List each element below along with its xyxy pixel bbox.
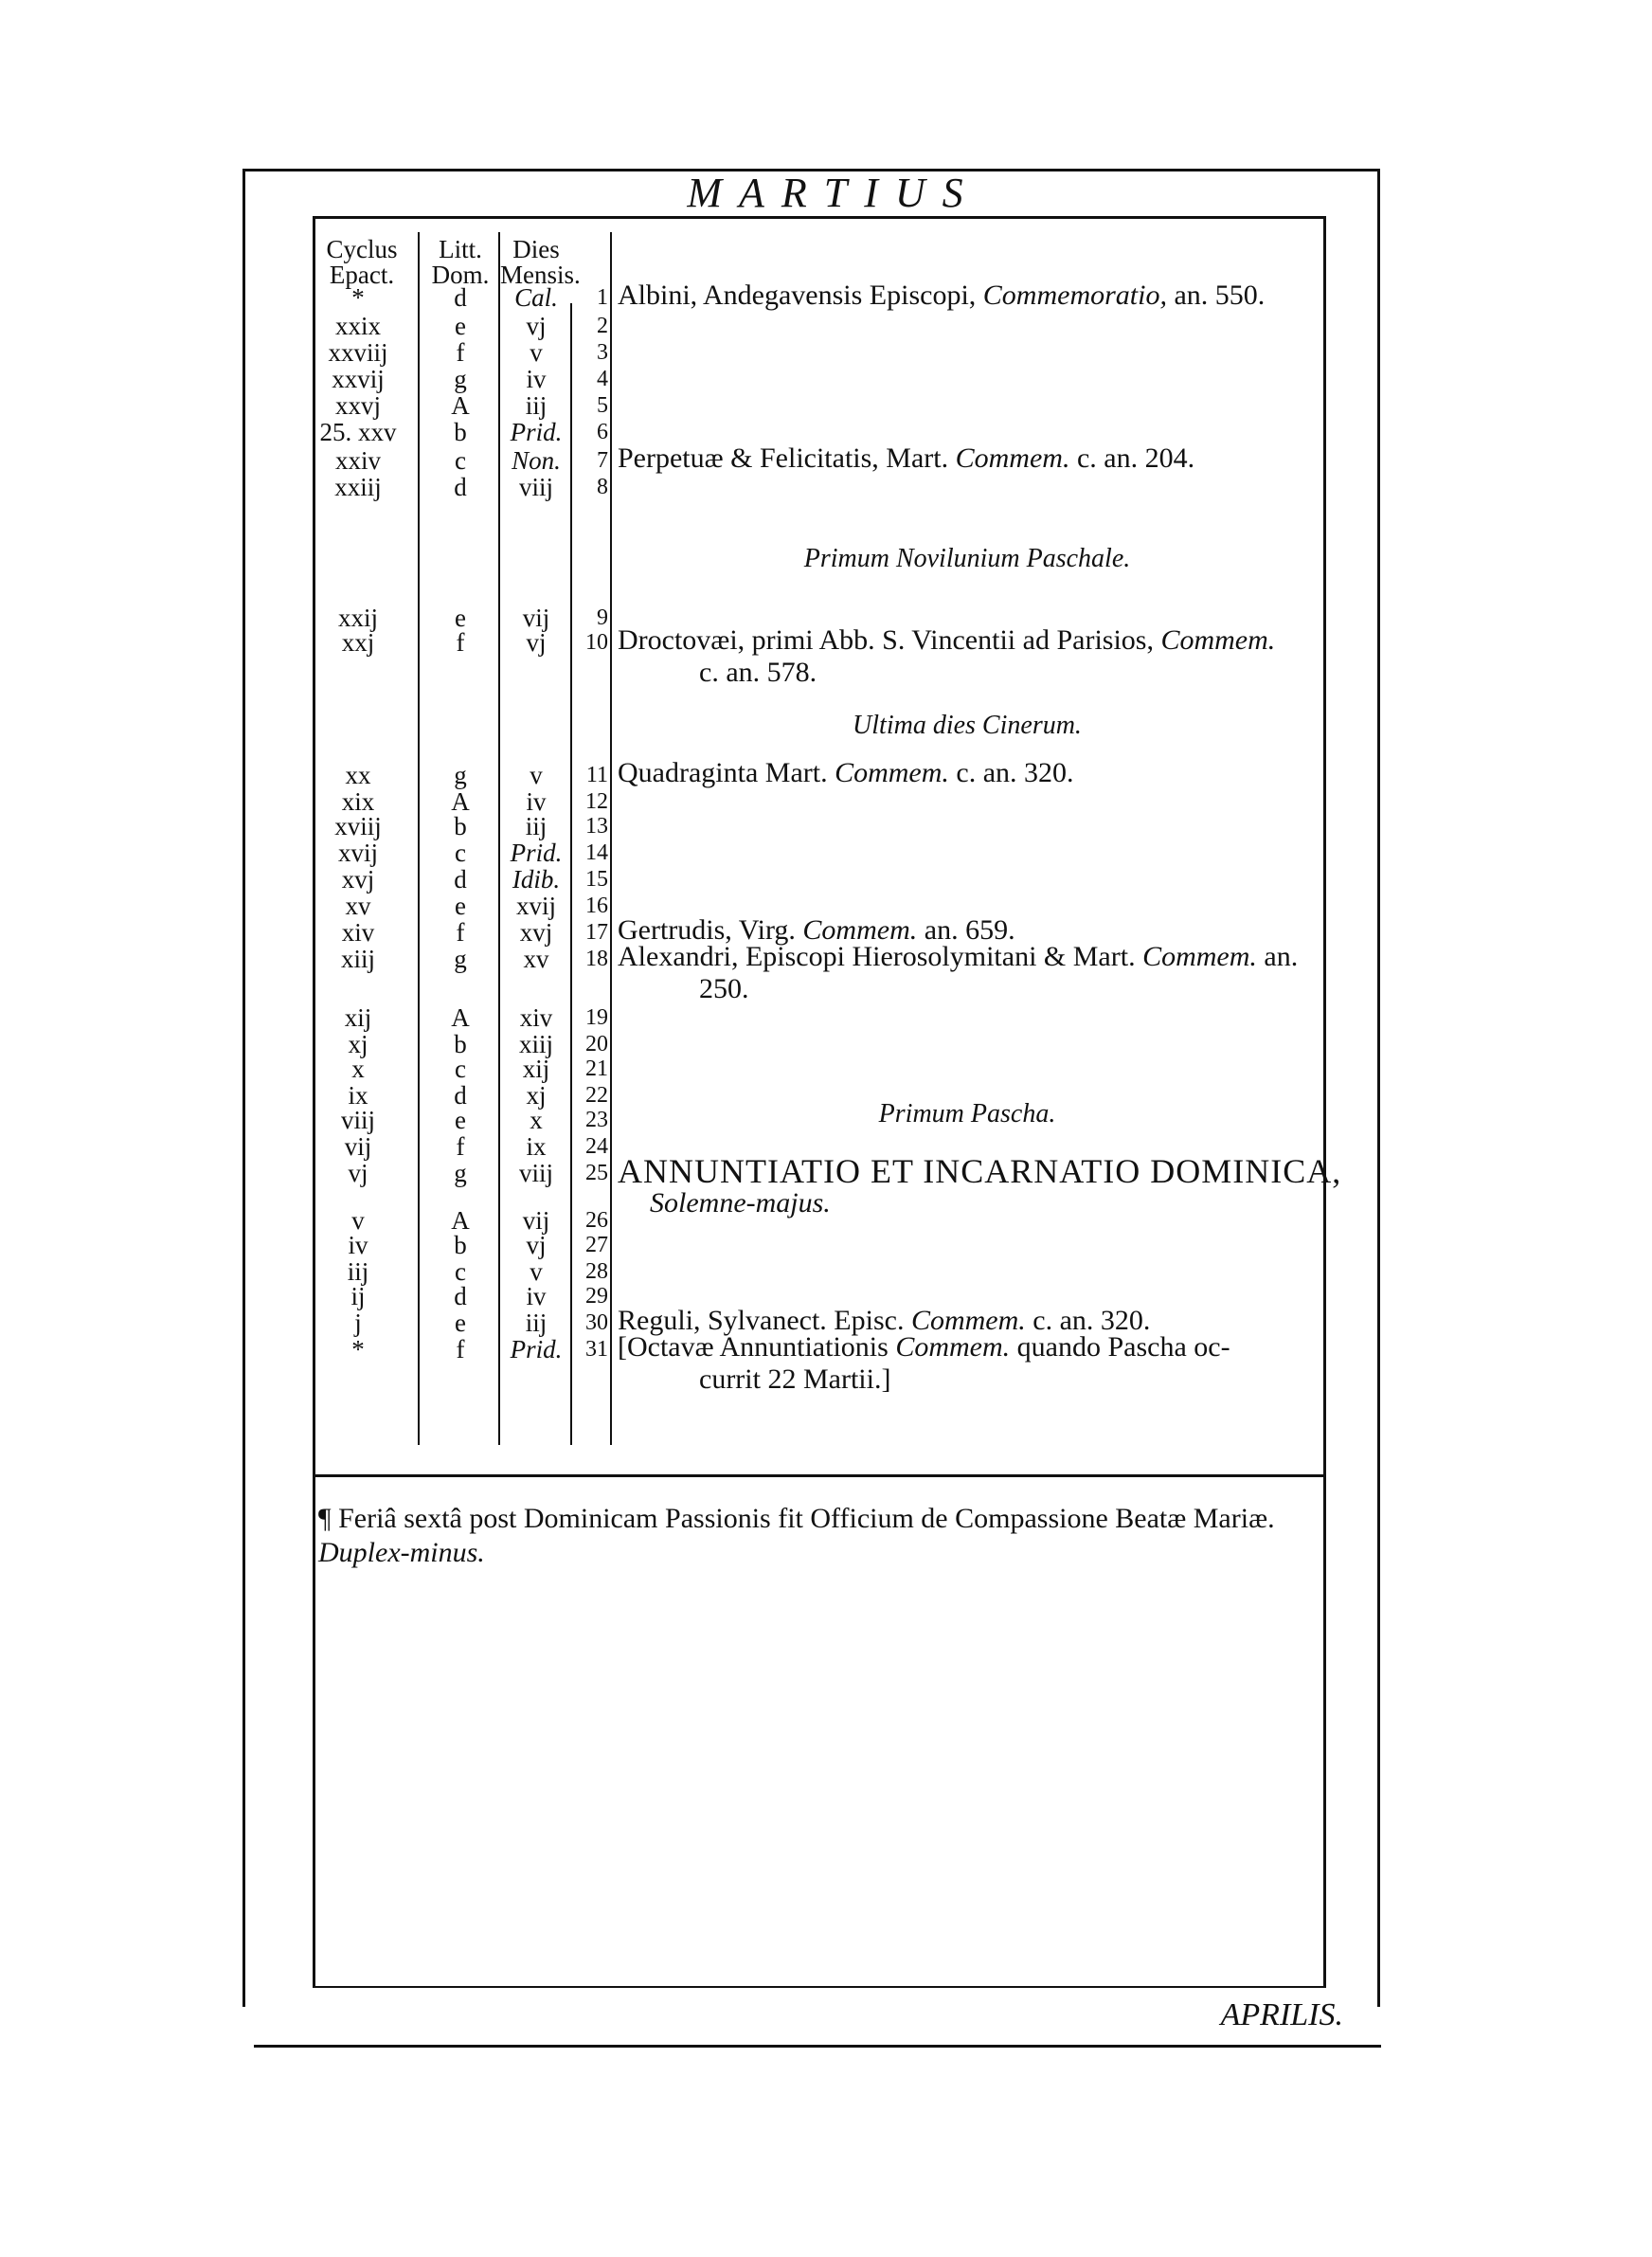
feast-entry xyxy=(618,942,1298,972)
epact-cell: xxij xyxy=(337,604,378,632)
day-number-cell: 15 xyxy=(585,867,608,892)
dominical-letter-cell: f xyxy=(456,338,465,367)
roman-date-cell: vj xyxy=(526,312,547,340)
dominical-letter-cell: d xyxy=(454,473,467,501)
epact-cell: xj xyxy=(348,1030,368,1058)
feast-year: an. xyxy=(1256,941,1299,972)
epact-cell: xxvij xyxy=(332,365,385,393)
feast-name: Albini, Andegavensis Episcopi, xyxy=(618,280,977,311)
feast-rank: Commem. xyxy=(904,1305,1026,1336)
day-number-cell: 4 xyxy=(597,367,608,391)
header-litt xyxy=(422,237,498,288)
epact-cell: xxviij xyxy=(328,338,388,367)
feast-rank: Commem. xyxy=(795,914,918,946)
roman-date-cell: iij xyxy=(525,1309,548,1337)
header-dies-line2: Mensis. xyxy=(500,261,581,289)
dominical-letter-cell: g xyxy=(454,365,467,393)
day-number-cell: 11 xyxy=(585,763,608,787)
dominical-letter-cell: d xyxy=(454,283,467,312)
dominical-letter-cell: d xyxy=(454,1282,467,1310)
epact-cell: xxj xyxy=(341,628,375,657)
header-dies-line1: Dies xyxy=(512,235,560,263)
feast-year: quando Pascha oc- xyxy=(1010,1331,1230,1363)
day-number-cell: 8 xyxy=(597,475,608,499)
day-number-cell: 12 xyxy=(585,789,608,814)
dominical-letter-cell: A xyxy=(451,391,470,420)
day-number-cell: 24 xyxy=(585,1134,608,1159)
dominical-letter-cell: g xyxy=(454,945,467,973)
dominical-letter-cell: d xyxy=(454,865,467,894)
roman-date-cell: vij xyxy=(522,1206,550,1235)
roman-date-cell: viij xyxy=(518,1159,553,1187)
epact-cell: j xyxy=(354,1309,362,1337)
feast-name: Reguli, Sylvanect. Episc. xyxy=(618,1305,905,1336)
header-dies xyxy=(500,235,581,289)
epact-cell: * xyxy=(351,1335,365,1363)
dominical-letter-cell: A xyxy=(451,1206,470,1235)
epact-cell: viij xyxy=(340,1106,375,1134)
day-number-cell: 19 xyxy=(585,1005,608,1030)
dominical-letter-cell: f xyxy=(456,918,465,947)
header-litt-line2: Dom. xyxy=(431,261,490,289)
table-bottom-rule xyxy=(313,1474,1326,1477)
day-number-cell: 9 xyxy=(597,605,608,630)
roman-date-cell: viij xyxy=(518,473,553,501)
roman-date-cell: iv xyxy=(526,1282,547,1310)
day-number-cell: 22 xyxy=(585,1083,608,1108)
epact-cell: vij xyxy=(344,1132,372,1161)
roman-date-cell: Prid. xyxy=(510,839,563,867)
dominical-letter-cell: c xyxy=(455,839,466,867)
day-number-cell: 13 xyxy=(585,814,608,839)
footnote-rank: Duplex-minus. xyxy=(318,1537,485,1568)
epact-cell: xx xyxy=(345,761,371,789)
feast-entry-continuation: Solemne-majus. xyxy=(650,1187,831,1219)
day-number-cell: 30 xyxy=(585,1310,608,1335)
day-number-cell: 10 xyxy=(585,630,608,655)
feast-name: [Octavæ Annuntiationis xyxy=(618,1331,889,1363)
epact-cell: xxvj xyxy=(334,391,381,420)
feast-rank: Commem. xyxy=(827,757,949,788)
dominical-letter-cell: c xyxy=(455,1257,466,1286)
note-pascha: Primum Pascha. xyxy=(878,1099,1056,1128)
roman-date-cell: v xyxy=(530,761,543,789)
day-number-cell: 29 xyxy=(585,1284,608,1309)
header-cyclus-line1: Cyclus xyxy=(326,235,398,263)
roman-date-cell: iij xyxy=(525,812,548,840)
feast-year: c. an. 204. xyxy=(1069,442,1195,474)
feast-name: Alexandri, Episcopi Hierosolymitani & Mart. xyxy=(618,941,1136,972)
roman-date-cell: ix xyxy=(526,1132,547,1161)
epact-cell: v xyxy=(351,1206,365,1235)
dominical-letter-cell: e xyxy=(455,892,466,920)
feast-rank: Commem. xyxy=(888,1331,1011,1363)
day-number-cell: 26 xyxy=(585,1208,608,1233)
dominical-letter-cell: d xyxy=(454,1081,467,1110)
day-number-cell: 23 xyxy=(585,1108,608,1132)
day-number-cell: 5 xyxy=(597,393,608,418)
roman-date-cell: Prid. xyxy=(510,1335,563,1363)
feast-name: Gertrudis, Virg. xyxy=(618,914,796,946)
roman-date-cell: xiij xyxy=(518,1030,553,1058)
dominical-letter-cell: A xyxy=(451,1003,470,1032)
roman-date-cell: Non. xyxy=(512,446,561,475)
dominical-letter-cell: c xyxy=(455,1055,466,1083)
day-number-cell: 16 xyxy=(585,894,608,918)
dominical-letter-cell: f xyxy=(456,1335,465,1363)
roman-date-cell: vj xyxy=(526,628,547,657)
feast-rank: Commem. xyxy=(1135,941,1257,972)
dominical-letter-cell: g xyxy=(454,1159,467,1187)
dominical-letter-cell: A xyxy=(451,787,470,816)
epact-cell: 25. xxv xyxy=(319,418,397,446)
epact-cell: xv xyxy=(345,892,371,920)
epact-cell: xiij xyxy=(340,945,375,973)
day-number-cell: 7 xyxy=(597,448,608,473)
dominical-letter-cell: e xyxy=(455,1106,466,1134)
feast-entry xyxy=(618,1152,1342,1190)
day-number-cell: 2 xyxy=(597,314,608,338)
epact-cell: x xyxy=(351,1055,365,1083)
epact-cell: ij xyxy=(350,1282,366,1310)
feast-entry-continuation: 250. xyxy=(699,973,749,1004)
day-number-cell: 31 xyxy=(585,1337,608,1362)
inner-frame-right xyxy=(1323,216,1326,1988)
page-title: MARTIUS xyxy=(687,170,980,216)
column-divider xyxy=(610,232,612,1445)
epact-cell: vj xyxy=(348,1159,368,1187)
dominical-letter-cell: b xyxy=(454,1030,467,1058)
feast-entry xyxy=(618,625,1275,656)
footnote xyxy=(318,1502,1341,1570)
header-litt-line1: Litt. xyxy=(439,235,482,263)
pilcrow: ¶ xyxy=(318,1503,332,1534)
day-number-cell: 17 xyxy=(585,920,608,945)
dominical-letter-cell: e xyxy=(455,604,466,632)
roman-date-cell: xij xyxy=(522,1055,550,1083)
roman-date-cell: iv xyxy=(526,787,547,816)
feast-rank: Commemoratio, xyxy=(976,280,1167,311)
catchword: APRILIS. xyxy=(1220,1997,1343,2032)
feast-entry xyxy=(618,443,1194,474)
note-cinerum: Ultima dies Cinerum. xyxy=(853,711,1082,740)
epact-cell: ix xyxy=(348,1081,368,1110)
outer-frame-left xyxy=(242,169,245,2007)
dominical-letter-cell: b xyxy=(454,812,467,840)
day-number-cell: 18 xyxy=(585,947,608,971)
inner-frame-bottom xyxy=(313,1986,1326,1988)
outer-frame-bottom xyxy=(254,2045,1381,2048)
feast-rank: Commem. xyxy=(1153,624,1276,656)
roman-date-cell: vj xyxy=(526,1231,547,1259)
dominical-letter-cell: f xyxy=(456,628,465,657)
roman-date-cell: iv xyxy=(526,365,547,393)
epact-cell: iv xyxy=(348,1231,368,1259)
day-number-cell: 20 xyxy=(585,1032,608,1056)
roman-date-cell: x xyxy=(530,1106,543,1134)
epact-cell: xix xyxy=(341,787,375,816)
day-number-cell: 25 xyxy=(585,1161,608,1185)
dominical-letter-cell: b xyxy=(454,418,467,446)
dominical-letter-cell: g xyxy=(454,761,467,789)
feast-entry xyxy=(618,280,1265,311)
epact-cell: xiv xyxy=(341,918,375,947)
feast-entry xyxy=(618,758,1074,788)
day-number-cell: 14 xyxy=(585,840,608,865)
day-number-cell: 1 xyxy=(597,285,608,310)
roman-date-cell: iij xyxy=(525,391,548,420)
feast-name: Droctovæi, primi Abb. S. Vincentii ad Parisios, xyxy=(618,624,1154,656)
day-number-cell: 3 xyxy=(597,340,608,365)
dominical-letter-cell: c xyxy=(455,446,466,475)
epact-cell: * xyxy=(351,283,365,312)
roman-date-cell: v xyxy=(530,338,543,367)
feast-entry-continuation: currit 22 Martii.] xyxy=(699,1363,891,1395)
day-number-cell: 6 xyxy=(597,420,608,444)
epact-cell: xxiij xyxy=(334,473,382,501)
epact-cell: xij xyxy=(344,1003,372,1032)
roman-date-cell: xv xyxy=(523,945,549,973)
header-cyclus-line2: Epact. xyxy=(329,261,395,289)
day-number-cell: 27 xyxy=(585,1233,608,1257)
epact-cell: xxiv xyxy=(334,446,381,475)
epact-cell: xvj xyxy=(341,865,375,894)
dominical-letter-cell: e xyxy=(455,1309,466,1337)
feast-entry-continuation: c. an. 578. xyxy=(699,657,817,688)
epact-cell: iij xyxy=(347,1257,369,1286)
feast-name: ANNUNTIATIO ET INCARNATIO DOMINICA, xyxy=(618,1152,1342,1190)
epact-cell: xvij xyxy=(337,839,378,867)
roman-date-cell: Cal. xyxy=(514,283,558,312)
column-divider xyxy=(418,232,420,1445)
feast-year: c. an. 320. xyxy=(948,757,1074,788)
roman-date-cell: Idib. xyxy=(512,865,561,894)
feast-year: c. an. 320. xyxy=(1025,1305,1151,1336)
dominical-letter-cell: e xyxy=(455,312,466,340)
epact-cell: xviij xyxy=(334,812,382,840)
roman-date-cell: Prid. xyxy=(510,418,563,446)
day-number-cell: 21 xyxy=(585,1056,608,1081)
outer-frame-right xyxy=(1377,169,1380,2007)
dominical-letter-cell: f xyxy=(456,1132,465,1161)
day-number-cell: 28 xyxy=(585,1259,608,1284)
feast-name: Quadraginta Mart. xyxy=(618,757,828,788)
header-cyclus xyxy=(309,237,415,288)
roman-date-cell: xvj xyxy=(519,918,553,947)
feast-entry xyxy=(618,1332,1230,1363)
roman-date-cell: v xyxy=(530,1257,543,1286)
feast-year: an. 659. xyxy=(917,914,1015,946)
roman-date-cell: vij xyxy=(522,604,550,632)
roman-date-cell: xiv xyxy=(519,1003,553,1032)
feast-name: Perpetuæ & Felicitatis, Mart. xyxy=(618,442,949,474)
roman-date-cell: xj xyxy=(526,1081,547,1110)
dominical-letter-cell: b xyxy=(454,1231,467,1259)
footnote-text: Feriâ sextâ post Dominicam Passionis fit Officium de Compassione Beatæ Mariæ. xyxy=(338,1503,1275,1534)
note-novilunium: Primum Novilunium Paschale. xyxy=(803,544,1131,573)
epact-cell: xxix xyxy=(334,312,381,340)
feast-year: an. 550. xyxy=(1166,280,1266,311)
roman-date-cell: xvij xyxy=(515,892,556,920)
feast-rank: Commem. xyxy=(948,442,1070,474)
